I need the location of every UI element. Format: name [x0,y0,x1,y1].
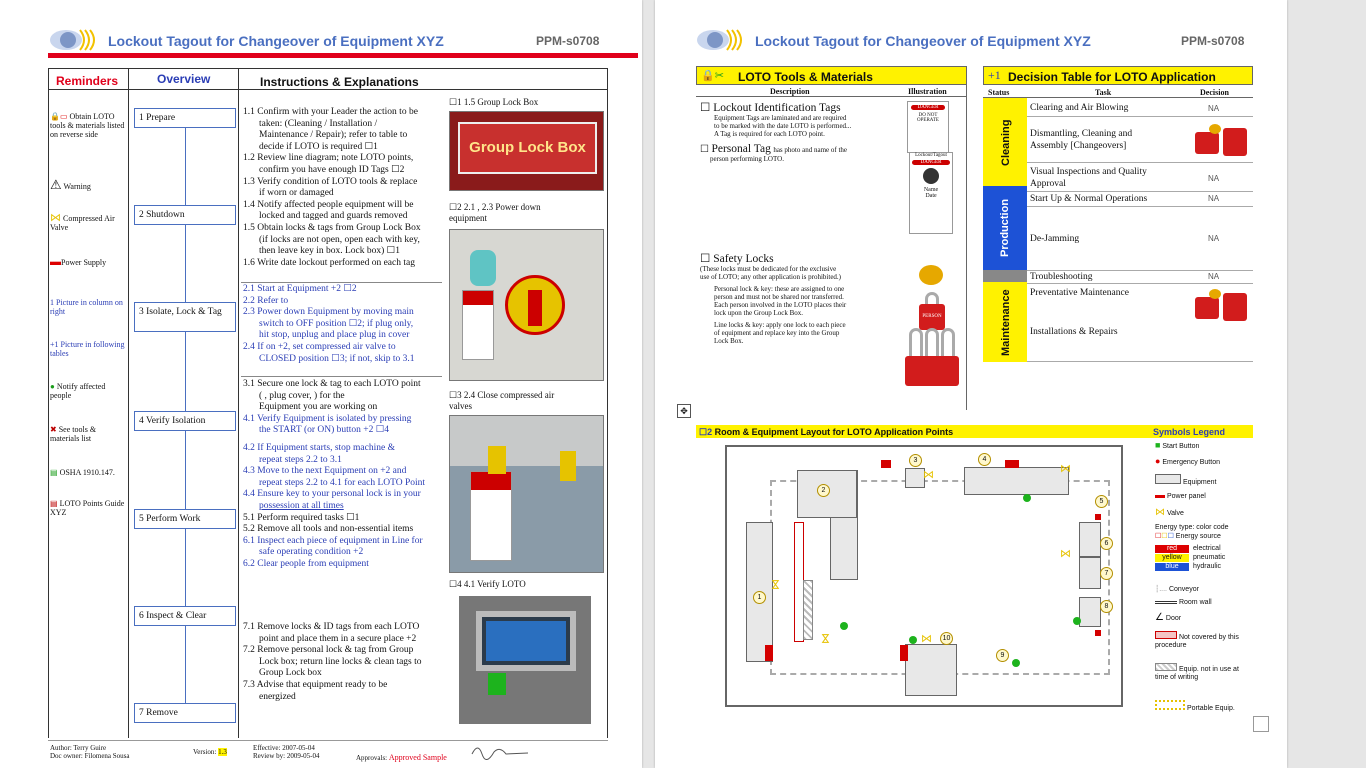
picture-label-3: ☐3 2.4 Close compressed air valves [449,390,555,411]
line-lock-line: Line locks & key: apply one lock to each piece [714,321,846,329]
instr-line: 7.2 Remove personal lock & tag from Group [243,645,414,656]
line-locks-icon [905,328,967,388]
equipment-tag-illustration: DANGER DO NOT OPERATE [907,101,949,153]
instr-line: decide if LOTO is required ☐1 [259,141,378,152]
instr-line: 6.1 Inspect each piece of equipment in Line for [243,535,423,546]
section-divider [241,376,442,377]
col-sep [607,68,608,738]
power-panel-icon [1005,460,1019,468]
doc-code: PPM-s0708 [1181,34,1245,48]
power-down-photo [449,229,604,381]
instr-line: 1.2 Review line diagram; note LOTO points, [243,153,414,164]
task-row: Dismantling, Cleaning and Assembly [Changeovers] [1030,129,1133,151]
task-row: Clearing and Air Blowing [1030,103,1129,113]
instr-line: 1.6 Write date lockout performed on each tag [243,257,415,268]
legend-door: ∠ Door [1155,612,1182,623]
doc-title: Lockout Tagout for Changeover of Equipment XYZ [108,33,444,49]
step-prepare[interactable]: 1 Prepare [134,108,236,128]
safety-line: use of LOTO; any other application is prohibited.) [700,273,842,281]
portable-equipment-icon [1155,700,1185,710]
instr-line: if worn or damaged [259,188,334,199]
group-lock-box-photo [449,111,604,191]
emergency-button-icon: ● [1155,456,1161,466]
row-rule [1027,270,1253,271]
line-lock-line: of equipment and replace key into the Group [714,329,840,337]
start-button-icon [909,636,917,644]
row-rule [1027,116,1253,117]
lock-icon: 🔒▭ [50,112,70,121]
equipment-4 [964,467,1069,495]
instructions-section-1 [243,107,443,269]
legend-energy-type: Energy type: color code [1155,524,1229,531]
loto-required-icon [1189,289,1253,329]
air-valve-photo [449,415,604,573]
personal-tag-line: person performing LOTO. [710,155,784,163]
task-row: Troubleshooting [1030,272,1093,282]
valve-icon: ⋈ [50,212,61,224]
instr-line: Maintenance / Repair); refer to table to [259,130,408,141]
personal-lock-line: Each person involved in the LOTO places their [714,301,847,309]
row-rule [1027,283,1253,284]
not-in-use-icon [1155,663,1177,671]
point-3[interactable]: 3 [909,454,922,467]
instr-line: confirm you have enough ID Tags ☐2 [259,164,405,175]
energy-color-red: red [1155,545,1189,553]
row-rule [1027,361,1253,362]
instr-line: 3.1 Secure one lock & tag to each LOTO point [243,379,421,389]
legend-room-wall: Room wall [1155,599,1212,607]
equipment-3 [905,468,925,488]
tools-lock-icon: 🔒✂ [701,70,724,82]
instr-line: taken: (Cleaning / Installation / [259,118,378,129]
instr-line: the START (or ON) button +2 ☐4 [259,425,390,436]
not-covered-icon [1155,631,1177,639]
decision-value: NA [1208,234,1220,243]
energy-hydraulic: hydraulic [1193,563,1222,570]
legend-conveyor: ┆.... Conveyor [1155,586,1199,593]
glove-graphic [470,250,496,286]
task-row: De-Jamming [1030,234,1080,244]
legend-not-in-use: Equip. not in use at time of writing [1155,663,1251,682]
reminder-power: ▬Power Supply [50,256,107,268]
equipment-7 [1079,557,1101,589]
step-verify[interactable]: 4 Verify Isolation [134,411,236,431]
step-remove[interactable]: 7 Remove [134,703,236,723]
point-6[interactable]: 6 [1100,537,1113,550]
notify-people-icon: ● [50,382,55,391]
instr-line: 4.1 Verify Equipment is isolated by pressing [243,413,412,424]
personal-tag-title: ☐ Personal Tag has photo and name of the [700,143,848,155]
legend-valve: ⋈ Valve [1155,507,1184,518]
footer-rule [48,740,608,741]
reminder-warning: ⚠ Warning [50,177,91,192]
step-inspect[interactable]: 6 Inspect & Clear [134,606,236,626]
step-perform[interactable]: 5 Perform Work [134,509,236,529]
safety-locks-title: ☐ Safety Locks [700,253,774,265]
decision-col-decision: Decision [1200,88,1229,97]
equipment-5 [1079,522,1101,557]
legend-equipment: Equipment [1155,474,1216,487]
instr-line: 4.4 Ensure key to your personal lock is in your [243,489,421,500]
power-panel-icon [765,645,773,661]
emergency-button-icon [1095,630,1101,636]
reminder-valve: ⋈ Compressed Air Valve [50,212,115,232]
tools-col-illustration: Illustration [908,87,947,96]
valve-icon: ⋈ [921,633,932,645]
start-button-icon [1073,617,1081,625]
group-cleaning-label: Cleaning [1000,119,1012,166]
instr-line: 2.3 Power down Equipment by moving main [243,307,414,318]
resize-handle[interactable] [1253,716,1269,732]
point-9[interactable]: 9 [996,649,1009,662]
instr-line: 4.3 Move to the next Equipment on +2 and [243,466,407,477]
reminder-obtain: 🔒▭ Obtain LOTO tools & materials listed on reverse side [50,112,125,139]
instr-line: 2.1 Start at Equipment +2 ☐2 [243,284,357,294]
tools-icon: ✖ [50,425,57,434]
instr-line: 7.3 Advise that equipment ready to be [243,679,388,690]
instructions-section-2 [243,284,443,365]
decision-icon: +1 [988,68,1001,82]
personal-lock-line: person and must not be shared nor transferred. [714,293,844,301]
pipe-graphic [450,416,604,466]
safety-locks-block [700,251,910,345]
instr-line: CLOSED position ☐3; if not, skip to 3.1 [259,353,415,364]
reminder-guide: ▤ LOTO Points Guide XYZ [50,499,125,517]
instr-line: (if locks are not open, open each with key, [259,234,420,245]
photo-icon [923,168,939,184]
warning-icon: ⚠ [50,177,62,192]
legend-power-panel: ▬ Power panel [1155,490,1206,501]
picture-label-4: ☐4 4.1 Verify LOTO [449,579,526,589]
layout-title: ☐2 Room & Equipment Layout for LOTO Application Points [699,427,954,437]
tag-graphic [462,290,494,360]
instructions-section-3 [243,379,443,571]
instr-line: Lock box; return line locks & clean tags to [259,656,422,667]
valve-icon: ⋈ [819,633,831,644]
step-isolate[interactable]: 3 Isolate, Lock & Tag [134,302,236,332]
conveyor-icon: ┆.... [1155,586,1169,593]
legend-emergency: ● Emergency Button [1155,456,1220,466]
logo-icon [48,28,98,52]
id-tags-block [700,100,900,163]
page-1 [0,0,642,768]
power-supply-icon: ▬ [50,256,61,268]
personal-lock-line: lock upon the Group Lock Box. [714,309,804,317]
decision-col-status: Status [988,88,1010,97]
legend-energy-source: ☐☐☐ Energy source [1155,533,1221,540]
tools-col-description: Description [770,87,810,96]
group-maintenance-label: Maintenance [1000,289,1012,356]
start-button-icon: ■ [1155,440,1161,450]
reminder-picture-right: 1 Picture in column on right [50,298,123,316]
point-4[interactable]: 4 [978,453,991,466]
power-panel-icon [900,645,908,661]
power-panel-icon: ▬ [1155,490,1165,501]
guide-icon: ▤ [50,499,58,508]
instr-line: repeat steps 2.2 to 4.1 for each LOTO Point [259,477,426,488]
valve-icon: ⋈ [769,579,781,590]
personal-tag-illustration: Lockout/Tagout DANGER Name Date [909,152,953,234]
picture-label-2: ☐2 2.1 , 2.3 Power down equipment [449,202,541,223]
reminder-osha: ▤ OSHA 1910.147. [50,468,115,477]
green-arrow-icon [488,673,506,695]
instr-line: then leave key in box. Lock box) ☐1 [259,246,400,257]
reminder-tools: ✖ See tools & materials list [50,425,97,443]
legend-title: Symbols Legend [1153,427,1226,437]
switch-handle-graphic [528,290,542,326]
emergency-button-icon [1095,514,1101,520]
start-button-icon [840,622,848,630]
valve-graphic [488,446,506,474]
instr-line: 1.1 Confirm with your Leader the action to be [243,107,418,117]
legend-not-covered: Not covered by this procedure [1155,631,1251,650]
point-1[interactable]: 1 [753,591,766,604]
overview-header: Overview [157,72,211,86]
instr-line: 2.4 If on +2, set compressed air valve to [243,341,396,352]
id-tags-line: to be marked with the date LOTO is performed... [714,122,852,130]
id-tags-title: ☐ Lockout Identification Tags [700,102,841,114]
doc-code: PPM-s0708 [536,34,600,48]
valve-icon: ⋈ [1060,548,1071,560]
personal-lock-line: Personal lock & key: these are assigned to one [714,285,845,293]
loto-required-icon [1189,124,1253,164]
signature-icon [470,742,530,760]
energy-color-yellow: yellow [1155,554,1189,562]
valve-graphic [560,451,576,481]
instr-line: locked and tagged and guards removed [259,211,408,222]
instr-line: point and place them in a secure place +2 [259,633,417,644]
col-sep [128,68,129,738]
move-handle-icon[interactable]: ✥ [677,404,691,418]
decision-value: NA [1208,174,1220,183]
reminders-header: Reminders [56,74,119,88]
safety-line: (These locks must be dedicated for the exclusive [700,265,837,273]
instr-line: Equipment you are working on [259,402,378,413]
legend-start-button: ■ Start Button [1155,440,1200,450]
instr-line: 1.4 Notify affected people equipment will be [243,199,414,210]
decision-title: Decision Table for LOTO Application [1008,70,1216,84]
instr-line: Group Lock box [259,668,322,679]
instructions-header: Instructions & Explanations [260,75,419,89]
point-5[interactable]: 5 [1095,495,1108,508]
power-panel-icon [881,460,891,468]
hmi-screen-graphic [476,611,576,671]
page-2 [655,0,1287,768]
step-shutdown[interactable]: 2 Shutdown [134,205,236,225]
footer-author: Author: Terry Guire Doc owner: Filomena Sousa [50,744,130,760]
instr-line: 6.2 Clear people from equipment [243,558,369,569]
instr-line: ( , plug cover, ) for the [259,390,345,401]
group-lock-box-caption: Group Lock Box [458,122,597,174]
instr-line: 5.2 Remove all tools and non-essential items [243,524,414,535]
decision-col-task: Task [1095,88,1112,97]
energy-electrical: electrical [1193,545,1221,552]
room-wall-icon [1155,601,1177,604]
col-sep [238,68,239,738]
row-rule [1027,206,1253,207]
verify-loto-photo [459,596,591,724]
instr-line: repeat steps 2.2 to 3.1 [259,454,342,465]
task-row: Start Up & Normal Operations [1030,194,1148,204]
valve-icon: ⋈ [1155,507,1165,518]
start-button-icon [1012,659,1020,667]
instr-line: 4.2 If Equipment starts, stop machine & [243,442,395,453]
instructions-section-7 [243,622,443,703]
reminder-notify: ● Notify affected people [50,382,106,400]
task-row: Preventative Maintenance [1030,288,1129,298]
footer-approvals: Approvals: Approved Sample [356,753,447,762]
equipment-8 [1079,597,1101,627]
instr-line: 1.5 Obtain locks & tags from Group Lock Box [243,222,421,233]
equipment-icon [1155,474,1181,484]
conveyor-segment [803,580,813,640]
logo-icon [695,28,745,52]
decision-value: NA [1208,272,1220,281]
instr-line: switch to OFF position ☐2; if plug only, [259,318,414,329]
task-row: Installations & Repairs [1030,327,1118,337]
valve-icon: ⋈ [923,469,934,481]
instr-line: 1.3 Verify condition of LOTO tools & replace [243,176,418,187]
valve-icon: ⋈ [1060,463,1071,475]
legend-portable: Portable Equip. [1155,700,1251,713]
footer-dates: Effective: 2007-05-04 Review by: 2009-05-04 [253,744,320,760]
point-7[interactable]: 7 [1100,567,1113,580]
instr-line: possession at all times [259,500,344,511]
decision-value: NA [1208,194,1220,203]
document-icon: ▤ [50,468,58,477]
instr-line: 5.1 Perform required tasks ☐1 [243,512,360,523]
doc-title: Lockout Tagout for Changeover of Equipment XYZ [755,33,1091,49]
group-gap [983,270,1027,282]
instr-line: 7.1 Remove locks & ID tags from each LOTO [243,622,420,632]
tools-rule [696,96,967,97]
energy-pneumatic: pneumatic [1193,554,1226,561]
id-tags-line: A Tag is required for each LOTO point. [714,130,825,138]
point-2[interactable]: 2 [817,484,830,497]
line-lock-line: Lock Box. [714,337,744,345]
instr-line: 2.2 Refer to [243,295,289,306]
picture-label-1: ☐1 1.5 Group Lock Box [449,97,539,107]
id-tags-line: Equipment Tags are laminated and are required [714,114,847,122]
point-8[interactable]: 8 [1100,600,1113,613]
row-rule [1027,191,1253,192]
instr-line: energized [259,691,296,702]
instr-line: safe operating condition +2 [259,547,364,558]
personal-lock-icon: PERSON [919,304,945,330]
task-row: Visual Inspections and Quality Approval [1030,167,1147,189]
instr-line: hit stop, unplug and place plug in cover [259,330,410,341]
footer-version: Version: 1.3 [193,748,227,756]
col-sep [48,68,49,738]
key-icon [919,265,943,285]
point-10[interactable]: 10 [940,632,953,645]
tag-graphic [470,471,512,561]
header-red-bar [48,53,638,58]
decision-value: NA [1208,104,1220,113]
tools-title: LOTO Tools & Materials [738,70,873,84]
energy-color-blue: blue [1155,563,1189,571]
reminder-picture-tables: +1 Picture in following tables [50,340,125,358]
section-divider [241,282,442,283]
equipment-10 [905,644,957,696]
group-production-label: Production [999,198,1011,257]
start-button-icon [1023,494,1031,502]
door-icon: ∠ [1155,612,1164,623]
